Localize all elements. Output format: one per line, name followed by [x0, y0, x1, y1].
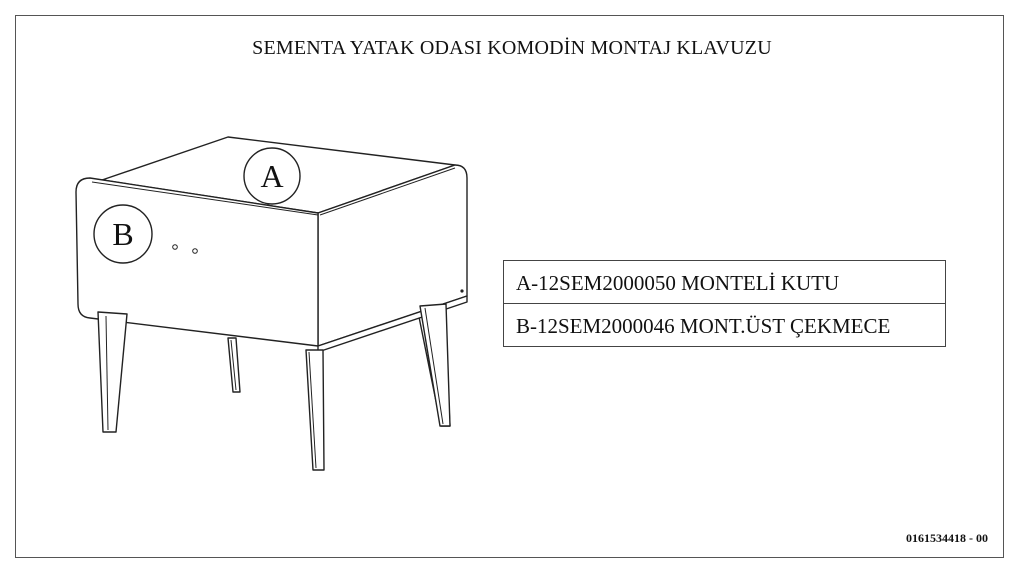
front-left-leg	[98, 312, 127, 432]
part-row-b: B-12SEM2000046 MONT.ÜST ÇEKMECE	[504, 303, 945, 346]
knob-hole-right	[193, 249, 198, 254]
right-front-leg	[420, 304, 450, 426]
document-code: 0161534418 - 00	[906, 531, 988, 545]
callout-b-label: B	[112, 216, 134, 252]
side-dot	[460, 289, 463, 292]
callout-a-label: A	[260, 158, 284, 194]
part-row-a: A-12SEM2000050 MONTELİ KUTU	[516, 271, 840, 295]
parts-table	[503, 260, 946, 347]
knob-hole-left	[173, 245, 178, 250]
page-title: SEMENTA YATAK ODASI KOMODİN MONTAJ KLAVUZU	[252, 37, 772, 59]
